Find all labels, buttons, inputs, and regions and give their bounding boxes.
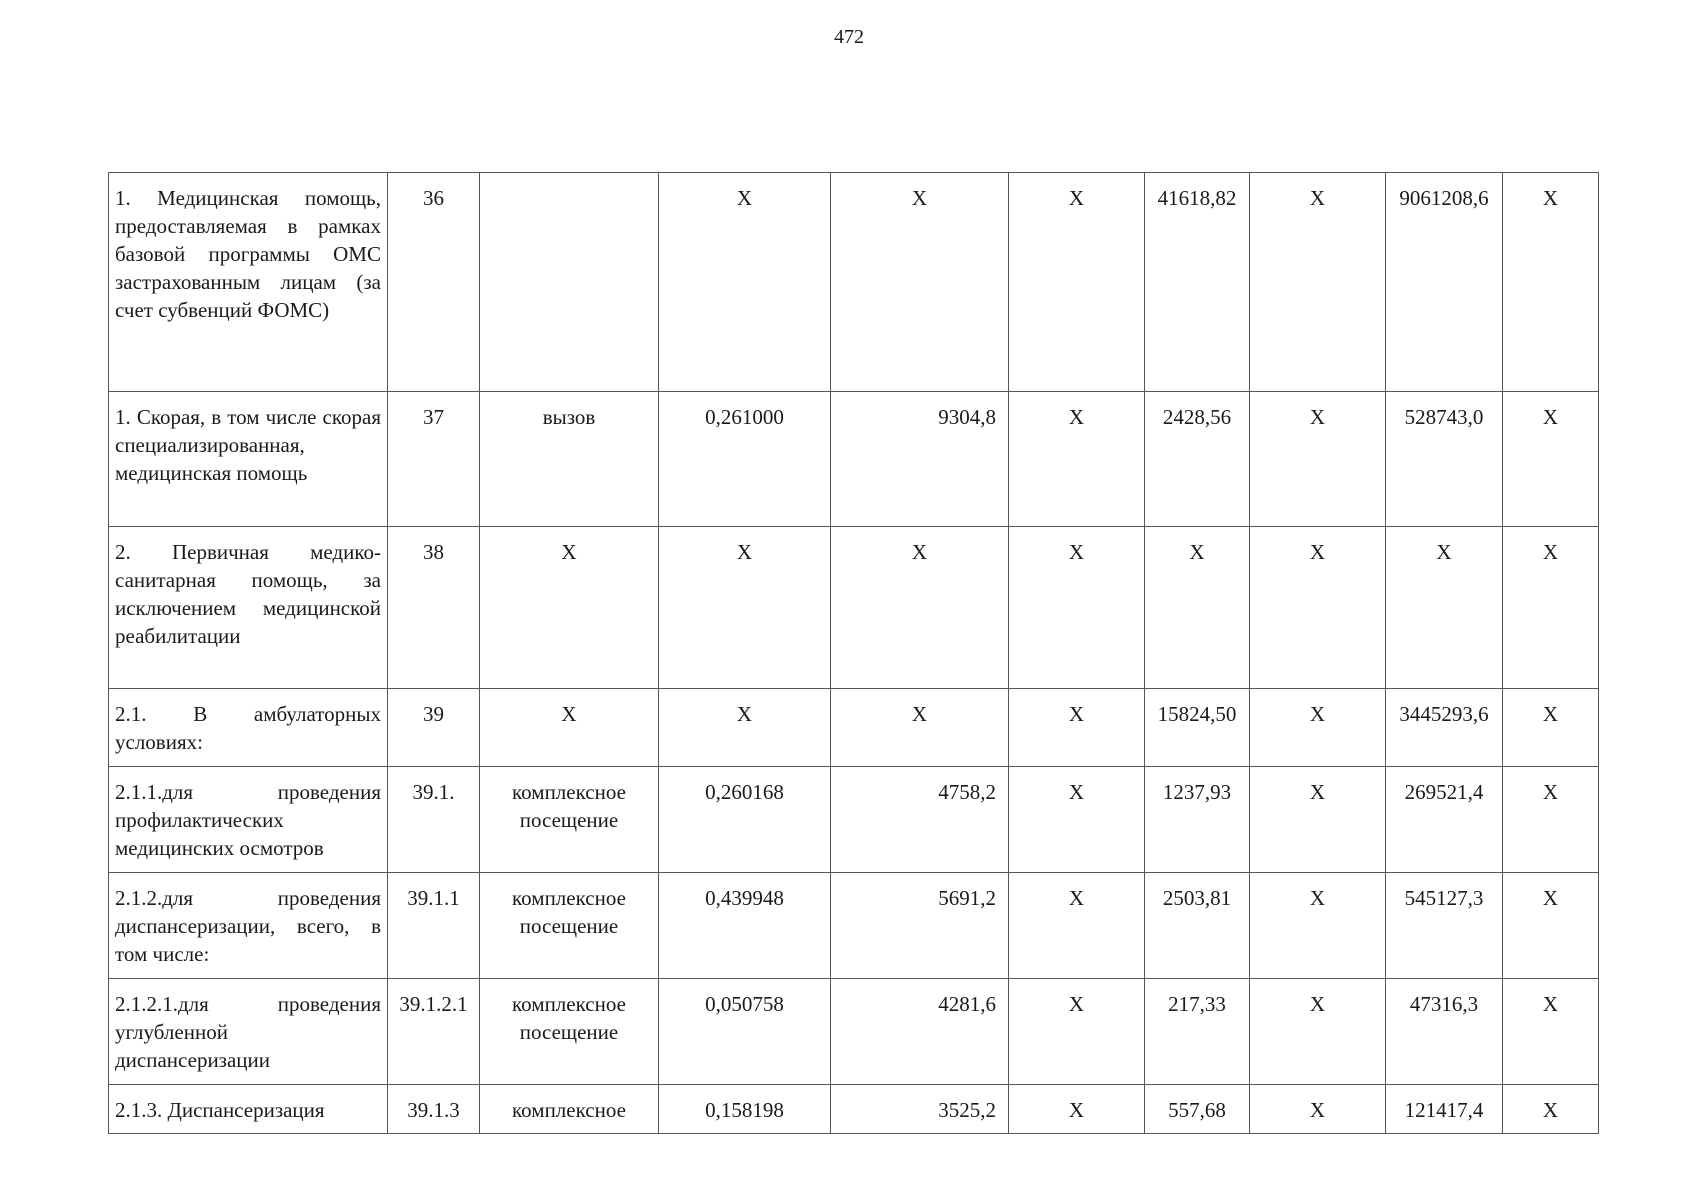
table-cell: Х	[1250, 1085, 1386, 1134]
table-row	[109, 173, 1599, 392]
table-cell: Х	[1503, 527, 1599, 689]
unit-cell: комплексное посещение	[480, 873, 659, 979]
table-cell: 0,261000	[659, 392, 831, 527]
table-cell: Х	[1250, 527, 1386, 689]
table-cell: 4758,2	[831, 767, 1009, 873]
table-cell: 121417,4	[1386, 1085, 1503, 1134]
unit-cell: Х	[480, 527, 659, 689]
table-cell: Х	[831, 173, 1009, 392]
table-cell: 2428,56	[1145, 392, 1250, 527]
table-cell: 557,68	[1145, 1085, 1250, 1134]
table-row	[109, 1085, 1599, 1134]
table-cell: Х	[1009, 689, 1145, 767]
table-cell: Х	[1250, 873, 1386, 979]
table-cell: 0,050758	[659, 979, 831, 1085]
table-cell: Х	[659, 173, 831, 392]
table-cell: Х	[1009, 392, 1145, 527]
medical-care-table	[108, 172, 1599, 1134]
unit-cell: вызов	[480, 392, 659, 527]
unit-cell: комплексное посещение	[480, 767, 659, 873]
table-cell: 2503,81	[1145, 873, 1250, 979]
table-cell: Х	[1503, 873, 1599, 979]
table-row	[109, 873, 1599, 979]
page-number: 472	[834, 26, 864, 48]
table-cell: 0,439948	[659, 873, 831, 979]
table-cell: 9304,8	[831, 392, 1009, 527]
row-name-cell: 2.1.2.для проведения диспансеризации, всего, в том числе:	[109, 873, 388, 979]
row-name-cell: 1. Медицинская помощь, предоставляемая в рамках базовой программы ОМС застрахованным лицам (за счет субвенций ФОМС)	[109, 173, 388, 392]
line-number-cell: 39.1.3	[388, 1085, 480, 1134]
line-number-cell: 39	[388, 689, 480, 767]
table-cell: Х	[1145, 527, 1250, 689]
table-cell: Х	[831, 689, 1009, 767]
table-cell: Х	[1503, 1085, 1599, 1134]
row-name-cell: 2.1.1.для проведения профилактических медицинских осмотров	[109, 767, 388, 873]
table-cell: 0,158198	[659, 1085, 831, 1134]
table-cell: 4281,6	[831, 979, 1009, 1085]
table-cell: Х	[1250, 767, 1386, 873]
table-cell: 3525,2	[831, 1085, 1009, 1134]
table-cell: Х	[659, 527, 831, 689]
table-cell: 269521,4	[1386, 767, 1503, 873]
table-cell: Х	[1503, 689, 1599, 767]
table-cell: Х	[1009, 527, 1145, 689]
table-cell: Х	[1009, 767, 1145, 873]
table-cell: 15824,50	[1145, 689, 1250, 767]
table-cell: 1237,93	[1145, 767, 1250, 873]
row-name-cell: 1. Скорая, в том числе скорая специализированная, медицинская помощь	[109, 392, 388, 527]
line-number-cell: 36	[388, 173, 480, 392]
table-cell: 0,260168	[659, 767, 831, 873]
table-cell: 3445293,6	[1386, 689, 1503, 767]
table-cell: Х	[1503, 979, 1599, 1085]
unit-cell: комплексное	[480, 1085, 659, 1134]
table-cell: Х	[1250, 392, 1386, 527]
table-cell: 41618,82	[1145, 173, 1250, 392]
table-cell: 528743,0	[1386, 392, 1503, 527]
row-name-cell: 2. Первичная медико-санитарная помощь, за исключением медицинской реабилитации	[109, 527, 388, 689]
line-number-cell: 39.1.2.1	[388, 979, 480, 1085]
table-cell: 545127,3	[1386, 873, 1503, 979]
unit-cell: Х	[480, 689, 659, 767]
row-name-cell: 2.1.3. Диспансеризация	[109, 1085, 388, 1134]
line-number-cell: 37	[388, 392, 480, 527]
table-cell: Х	[1503, 767, 1599, 873]
table-cell: Х	[1009, 979, 1145, 1085]
table-cell: Х	[1009, 173, 1145, 392]
row-name-cell: 2.1.2.1.для проведения углубленной диспансеризации	[109, 979, 388, 1085]
table-row	[109, 689, 1599, 767]
table-row	[109, 392, 1599, 527]
table-cell: Х	[1009, 873, 1145, 979]
table-cell: 217,33	[1145, 979, 1250, 1085]
table-cell: Х	[1250, 689, 1386, 767]
table-cell: Х	[1386, 527, 1503, 689]
unit-cell	[480, 173, 659, 392]
table-cell: 5691,2	[831, 873, 1009, 979]
table-cell: Х	[1503, 392, 1599, 527]
table-cell: Х	[1503, 173, 1599, 392]
table-cell: 47316,3	[1386, 979, 1503, 1085]
unit-cell: комплексное посещение	[480, 979, 659, 1085]
table-row	[109, 767, 1599, 873]
table-cell: 9061208,6	[1386, 173, 1503, 392]
table-cell: Х	[1250, 979, 1386, 1085]
line-number-cell: 38	[388, 527, 480, 689]
row-name-cell: 2.1. В амбулаторных условиях:	[109, 689, 388, 767]
line-number-cell: 39.1.1	[388, 873, 480, 979]
table-cell: Х	[1250, 173, 1386, 392]
table-cell: Х	[659, 689, 831, 767]
line-number-cell: 39.1.	[388, 767, 480, 873]
table-row	[109, 527, 1599, 689]
table-row	[109, 979, 1599, 1085]
table-cell: Х	[1009, 1085, 1145, 1134]
table-cell: Х	[831, 527, 1009, 689]
